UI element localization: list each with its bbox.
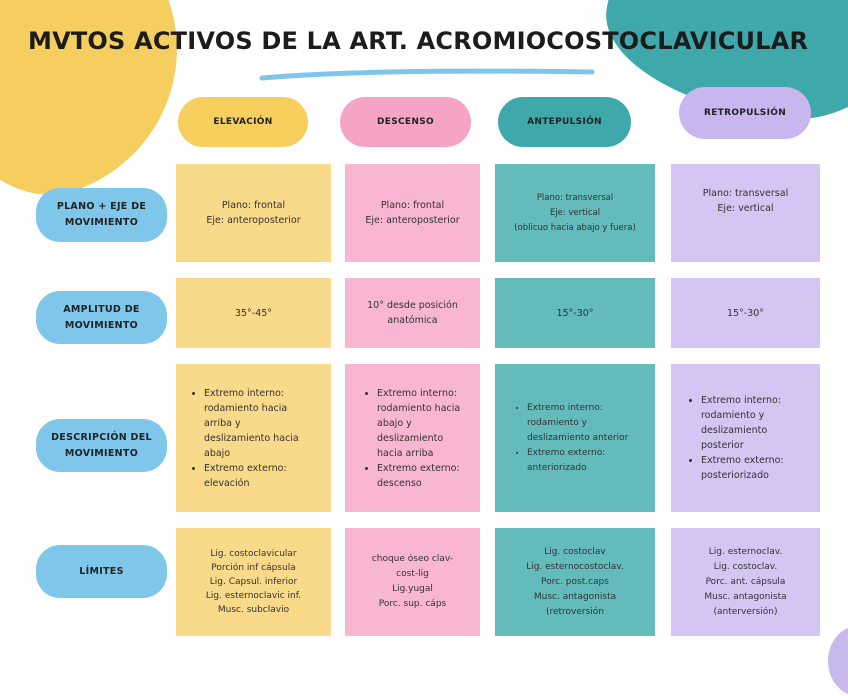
column-header-antepulsion: ANTEPULSIÓN xyxy=(498,97,631,147)
decorative-blob-purple xyxy=(828,626,848,696)
list-item: • Extremo interno: rodamiento y deslizamiento anterior xyxy=(527,401,628,446)
cell-descripcion-elevacion xyxy=(176,364,331,512)
cell-plano-descenso: Plano: frontal Eje: anteroposterior xyxy=(345,164,480,262)
title-underline-stroke xyxy=(258,68,598,82)
cell-limites-retropulsion: Lig. esternoclav. Lig. costoclav. Porc. ant. cápsula Musc. antagonista (anterversión) xyxy=(671,528,820,636)
cell-amplitud-retropulsion: 15°-30° xyxy=(671,278,820,348)
cell-plano-antepulsion: Plano: transversal Eje: vertical (oblicuo hacia abajo y fuera) xyxy=(495,164,655,262)
cell-descripcion-descenso xyxy=(345,364,480,512)
cell-amplitud-elevacion: 35°-45° xyxy=(176,278,331,348)
cell-descripcion-antepulsion xyxy=(495,364,655,512)
row-label-descripcion: DESCRIPCIÓN DEL MOVIMIENTO xyxy=(36,419,167,472)
cell-limites-descenso: choque óseo clav- cost-lig Lig.yugal Porc. sup. cáps xyxy=(345,528,480,636)
cell-amplitud-descenso: 10° desde posición anatómica xyxy=(345,278,480,348)
cell-plano-retropulsion: Plano: transversal Eje: vertical xyxy=(671,164,820,262)
list-item: • Extremo interno: rodamiento y deslizamiento posterior xyxy=(701,393,784,453)
row-label-plano-eje: PLANO + EJE DE MOVIMIENTO xyxy=(36,188,167,242)
cell-limites-antepulsion: Lig. costoclav Lig. esternocostoclav. Porc. post.caps Musc. antagonista (retroversión xyxy=(495,528,655,636)
list-item: • Extremo interno: rodamiento hacia arriba y deslizamiento hacia abajo xyxy=(204,386,299,461)
cell-limites-elevacion: Lig. costoclavicular Porción inf cápsula Lig. Capsul. inferior Lig. esternoclavic inf. Musc. subclavio xyxy=(176,528,331,636)
column-header-elevacion: ELEVACIÓN xyxy=(178,97,308,147)
list-item: • Extremo externo: elevación xyxy=(204,461,299,491)
cell-amplitud-antepulsion: 15°-30° xyxy=(495,278,655,348)
list-item: • Extremo externo: posteriorizado xyxy=(701,453,784,483)
row-label-amplitud: AMPLITUD DE MOVIMIENTO xyxy=(36,291,167,344)
column-header-descenso: DESCENSO xyxy=(340,97,471,147)
cell-plano-elevacion: Plano: frontal Eje: anteroposterior xyxy=(176,164,331,262)
list-item: • Extremo externo: anteriorizado xyxy=(527,446,628,476)
row-label-limites: LÍMITES xyxy=(36,545,167,598)
cell-descripcion-retropulsion xyxy=(671,364,820,512)
page-title: MVTOS ACTIVOS DE LA ART. ACROMIOCOSTOCLAVICULAR xyxy=(28,27,809,55)
list-item: • Extremo interno: rodamiento hacia abajo y deslizamiento hacia arriba xyxy=(377,386,460,461)
list-item: • Extremo externo: descenso xyxy=(377,461,460,491)
column-header-retropulsion: RETROPULSIÓN xyxy=(679,87,811,139)
